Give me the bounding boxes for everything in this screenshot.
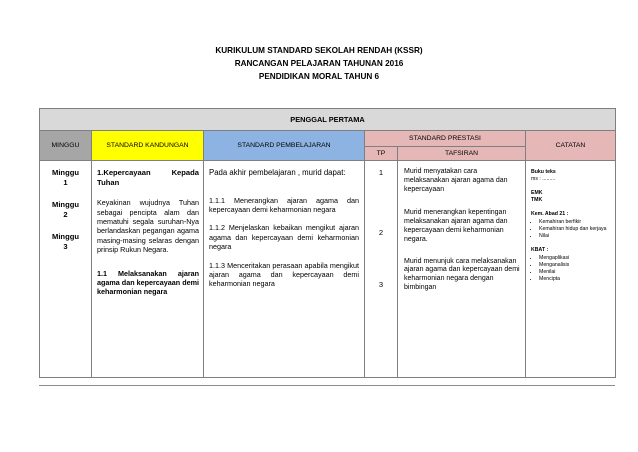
list-item: • Kemahiran berfikir	[539, 219, 612, 226]
abad21-list	[531, 219, 612, 240]
catatan-buku-teks: Buku teks	[531, 169, 556, 175]
tafsiran-item: Murid menyatakan cara melaksanakan ajaran agama dan kepercayaan	[404, 168, 508, 193]
header-standard-kandungan: STANDARD KANDUNGAN	[92, 131, 204, 161]
week-number: 3	[63, 242, 68, 251]
catatan-abad21-title: Kem. Abad 21 :	[531, 211, 569, 217]
pembelajaran-item: 1.1.3 Menceritakan perasaan apabila mengikut ajaran agama dan kepercayaan demi keharmonian negara	[209, 260, 359, 289]
divider	[39, 385, 615, 386]
cell-tp	[365, 161, 398, 378]
week-number: 1	[63, 178, 68, 187]
document-titles	[0, 44, 638, 83]
title-line-kurikulum: KURIKULUM STANDARD SEKOLAH RENDAH (KSSR)	[215, 46, 423, 55]
list-item: • Mencipta	[539, 276, 612, 283]
catatan-kbat-title: KBAT :	[531, 247, 549, 253]
week-number: 2	[63, 210, 68, 219]
week-1	[40, 168, 91, 188]
catatan-tmk: TMK	[531, 197, 543, 203]
pembelajaran-item: 1.1.1 Menerangkan ajaran agama dan kepercayaan demi keharmonian negara	[209, 195, 359, 214]
week-3	[40, 232, 91, 252]
header-tp: TP	[365, 147, 398, 161]
cell-tafsiran	[398, 161, 526, 378]
list-item: • Kemahiran hidup dan kerjaya	[539, 226, 612, 233]
kbat-list	[531, 255, 612, 283]
pembelajaran-item: 1.1.2 Menjelaskan kebaikan mengikut ajaran agama dan kepercayaan demi keharmonian negara	[209, 223, 359, 252]
tp-level: 3	[378, 280, 384, 289]
week-label: Minggu	[52, 232, 79, 241]
catatan-emk: EMK	[531, 190, 543, 196]
title-line-subject: PENDIDIKAN MORAL TAHUN 6	[258, 72, 380, 81]
cell-catatan	[526, 161, 616, 378]
week-label: Minggu	[52, 200, 79, 209]
catatan-ms: ms : .........	[531, 176, 556, 182]
list-item: • Menganalisis	[539, 262, 612, 269]
kandungan-description: Keyakinan wujudnya Tuhan sebagai pencipta alam dan mematuhi segala suruhan-Nya berlandaskan pegangan agama masing-masing selaras dengan prinsip Rukun Negara.	[97, 198, 199, 255]
cell-standard-kandungan	[92, 161, 204, 378]
header-tafsiran: TAFSIRAN	[398, 147, 526, 161]
header-standard-pembelajaran: STANDARD PEMBELAJARAN	[204, 131, 365, 161]
cell-minggu	[40, 161, 92, 378]
kandungan-subtopic: 1.1 Melaksanakan ajaran agama dan kepercayaan demi keharmonian negara	[97, 268, 199, 297]
header-minggu: MINGGU	[40, 131, 92, 161]
list-item: • Menilai	[539, 269, 612, 276]
week-2	[40, 200, 91, 220]
kandungan-title: 1.Kepercayaan Kepada Tuhan	[97, 168, 199, 187]
list-item: • Nilai	[539, 233, 612, 240]
header-catatan: CATATAN	[526, 131, 616, 161]
tafsiran-item: Murid menerangkan kepentingan melaksanakan ajaran agama dan kepercayaan demi keharmonian negara.	[404, 209, 508, 243]
pembelajaran-intro: Pada akhir pembelajaran , murid dapat:	[209, 168, 346, 177]
section-title: PENGGAL PERTAMA	[40, 109, 616, 131]
cell-standard-pembelajaran	[204, 161, 365, 378]
tp-level: 2	[378, 228, 384, 237]
header-standard-prestasi: STANDARD PRESTASI	[365, 131, 526, 147]
lesson-plan-table	[39, 108, 616, 378]
week-label: Minggu	[52, 168, 79, 177]
list-item: • Mengaplikasi	[539, 255, 612, 262]
tafsiran-item: Murid menunjuk cara melaksanakan ajaran agama dan kepercayaan demi keharmonian negara dengan bimbingan	[404, 257, 520, 291]
tp-level: 1	[378, 168, 384, 177]
title-line-rancangan: RANCANGAN PELAJARAN TAHUNAN 2016	[234, 59, 404, 68]
